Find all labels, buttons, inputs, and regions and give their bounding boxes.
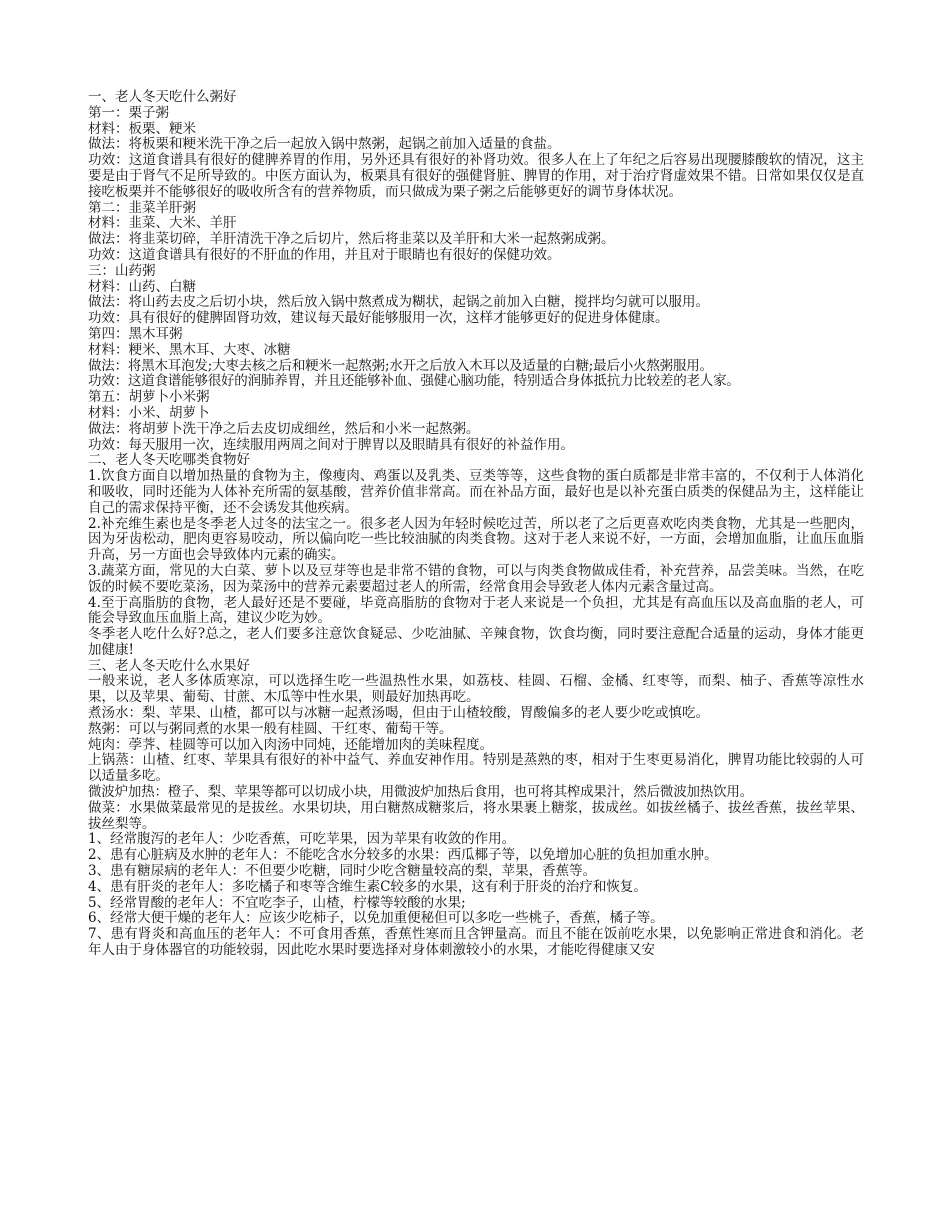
fruit-advice-2: 2、患有心脏病及水肿的老年人：不能吃含水分较多的水果：西瓜椰子等，以免增加心脏的负担加重水肿。: [88, 847, 718, 864]
recipe-1-title: 第一：栗子粥: [88, 104, 169, 121]
food-tip-4: 4.至于高脂肪的食物，老人最好还是不要碰，毕竟高脂肪的食物对于老人来说是一个负担，尤其是有高血压以及高血脂的老人，可能会导致血压血脂上高，建议少吃为妙。: [88, 594, 864, 627]
recipe-2-method: 做法：将韭菜切碎，羊肝清洗干净之后切片，然后将韭菜以及羊肝和大米一起熬粥成粥。: [88, 231, 615, 248]
heading-porridge: 一、老人冬天吃什么粥好: [88, 89, 237, 105]
food-tip-3: 3.蔬菜方面，常见的大白菜、萝卜以及豆芽等也是非常不错的食物，可以与肉类食物做成佳肴，补充营养，品尝美味。当然，在吃饭的时候不要吃菜汤，因为菜汤中的营养元素要超过老人的所需，经常食用会导致老人体内元素含量过高。: [88, 562, 864, 595]
recipe-4-ingredients: 材料：粳米、黑木耳、大枣、冰糖: [88, 341, 291, 358]
fruit-method-stew: 炖肉：荸荠、桂圆等可以加入肉汤中同炖，还能增加肉的美味程度。: [88, 736, 493, 753]
food-tip-1: 1.饮食方面自以增加热量的食物为主，像瘦肉、鸡蛋以及乳类、豆类等等，这些食物的蛋白质都是非常丰富的，不仅利于人体消化和吸收，同时还能为人体补充所需的氨基酸，营养价值非常高。而在补品方面，最好也是以补充蛋白质类的保健品为主，这样能让自己的需求保持平衡，还不会诱发其他疾病。: [88, 468, 864, 516]
fruit-advice-5: 5、经常胃酸的老年人：不宜吃李子，山楂，柠檬等较酸的水果;: [88, 894, 466, 911]
recipe-5-ingredients: 材料：小米、胡萝卜: [88, 404, 210, 421]
recipe-2-ingredients: 材料：韭菜、大米、羊肝: [88, 215, 237, 232]
fruit-advice-1: 1、经常腹泻的老年人：少吃香蕉，可吃苹果，因为苹果有收敛的作用。: [88, 831, 516, 848]
recipe-1-effect: 功效：这道食谱具有很好的健脾养胃的作用，另外还具有很好的补肾功效。很多人在上了年纪之后容易出现腰膝酸软的情况，这主要是由于肾气不足所导致的。中医方面认为，板栗具有很好的强健肾脏、脾胃的作用，对于治疗肾虚效果不错。日常如果仅仅是直接吃板栗并不能够很好的吸收所含有的营养物质，而只做成为栗子粥之后能够更好的调节身体状况。: [88, 152, 864, 200]
recipe-3-effect: 功效：具有很好的健脾固肾功效，建议每天最好能够服用一次，这样才能够更好的促进身体健康。: [88, 310, 669, 327]
fruit-intro: 一般来说，老人多体质寒凉，可以选择生吃一些温热性水果，如荔枝、桂圆、石榴、金橘、红枣等，而梨、柚子、香蕉等凉性水果，以及苹果、葡萄、甘蔗、木瓜等中性水果，则最好加热再吃。: [88, 673, 864, 706]
fruit-advice-4: 4、患有肝炎的老年人：多吃橘子和枣等含维生素C较多的水果，这有利于肝炎的治疗和恢复。: [88, 878, 647, 895]
heading-fruits: 三、老人冬天吃什么水果好: [88, 657, 250, 674]
fruit-advice-3: 3、患有糖尿病的老年人：不但要少吃糖，同时少吃含糖量较高的梨，苹果，香蕉等。: [88, 863, 597, 880]
document-body: [88, 90, 864, 959]
food-summary: 冬季老人吃什么好?总之，老人们要多注意饮食疑忌、少吃油腻、辛辣食物，饮食均衡，同时要注意配合适量的运动，身体才能更加健康!: [88, 626, 864, 658]
fruit-method-porridge: 熬粥：可以与粥同煮的水果一般有桂圆、干红枣、葡萄干等。: [88, 720, 453, 737]
recipe-1-method: 做法：将板栗和粳米洗干净之后一起放入锅中熬粥，起锅之前加入适量的食盐。: [88, 136, 561, 153]
recipe-5-effect: 功效：每天服用一次，连续服用两周之间对于脾胃以及眼睛具有很好的补益作用。: [88, 436, 574, 453]
recipe-1-ingredients: 材料：板栗、粳米: [88, 120, 196, 137]
heading-foods: 二、老人冬天吃哪类食物好: [88, 452, 250, 469]
recipe-5-title: 第五：胡萝卜小米粥: [88, 389, 210, 406]
recipe-4-title: 第四：黑木耳粥: [88, 325, 183, 342]
recipe-3-ingredients: 材料：山药、白糖: [88, 278, 196, 295]
food-tip-2: 2.补充维生素也是冬季老人过冬的法宝之一。很多老人因为年轻时候吃过苦，所以老了之后更喜欢吃肉类食物，尤其是一些肥肉，因为牙齿松动，肥肉更容易咬动，所以偏向吃一些比较油腻的肉类食物。这对于老人来说不好，一方面，会增加血脂，让血压血脂升高，另一方面也会导致体内元素的确实。: [88, 515, 864, 564]
recipe-2-effect: 功效：这道食谱具有很好的不肝血的作用，并且对于眼睛也有很好的保健功效。: [88, 246, 561, 263]
fruit-advice-7: 7、患有肾炎和高血压的老年人：不可食用香蕉，香蕉性寒而且含钾量高。而且不能在饭前吃水果，以免影响正常进食和消化。老年人由于身体器官的功能较弱，因此吃水果时要选择对身体刺激较小的水果，才能吃得健康又安: [88, 926, 864, 959]
recipe-4-method: 做法：将黑木耳泡发;大枣去核之后和粳米一起熬粥;水开之后放入木耳以及适量的白糖;最后小火熬粥服用。: [88, 357, 713, 374]
recipe-4-effect: 功效：这道食谱能够很好的润肺养胃，并且还能够补血、强健心脑功能，特别适合身体抵抗力比较差的老人家。: [88, 373, 740, 390]
fruit-method-soup: 煮汤水：梨、苹果、山楂，都可以与冰糖一起煮汤喝，但由于山楂较酸，胃酸偏多的老人要少吃或慎吃。: [88, 705, 709, 722]
recipe-3-title: 三：山药粥: [88, 262, 156, 279]
recipe-2-title: 第二：韭菜羊肝粥: [88, 199, 196, 216]
fruit-method-steam: 上锅蒸：山楂、红枣、苹果具有很好的补中益气、养血安神作用。特别是蒸熟的枣，相对于生枣更易消化，脾胃功能比较弱的人可以适量多吃。: [88, 752, 864, 785]
fruit-method-microwave: 微波炉加热：橙子、梨、苹果等都可以切成小块，用微波炉加热后食用，也可将其榨成果汁，然后微波加热饮用。: [88, 784, 753, 801]
fruit-advice-6: 6、经常大便干燥的老年人：应该少吃柿子，以免加重便秘但可以多吃一些桃子，香蕉，橘子等。: [88, 910, 664, 927]
fruit-method-dish: 做菜：水果做菜最常见的是拔丝。水果切块，用白糖熬成糖浆后，将水果裹上糖浆，拔成丝。如拔丝橘子、拔丝香蕉，拔丝苹果、拔丝梨等。: [88, 799, 864, 832]
recipe-5-method: 做法：将胡萝卜洗干净之后去皮切成细丝，然后和小米一起熬粥。: [88, 420, 480, 437]
recipe-3-method: 做法：将山药去皮之后切小块，然后放入锅中熬煮成为糊状，起锅之前加入白糖，搅拌均匀就可以服用。: [88, 294, 709, 311]
